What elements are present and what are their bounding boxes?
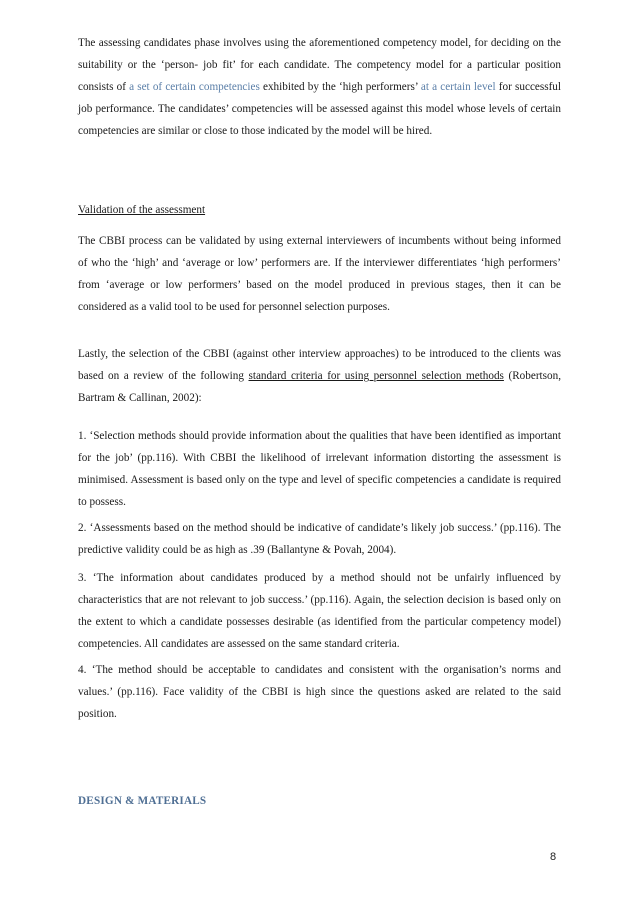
intro-text-3: for successful job performance. The candidates’ competencies will be assessed against this model whose levels of certain competencies are similar or close to those indicated by the model will be hired. xyxy=(78,81,562,137)
intro-highlight-competencies: a set of certain competencies xyxy=(129,81,260,93)
selection-paragraph xyxy=(78,343,561,409)
selection-text-after: (Robertson, Bartram & Callinan, 2002): xyxy=(78,370,561,404)
intro-text-1: The assessing candidates phase involves using the aforementioned competency model, for deciding on the suitability or the ‘person- job fit’ for each candidate. The competency model for a particular position consists of xyxy=(78,37,561,93)
selection-underlined-criteria: standard criteria for using personnel selection methods xyxy=(248,370,504,382)
intro-highlight-level: at a certain level xyxy=(420,81,496,93)
criterion-2: 2. ‘Assessments based on the method should be indicative of candidate’s likely job success.’ (pp.116). The predictive validity could be as high as .39 (Ballantyne & Povah, 2004). xyxy=(78,522,561,556)
selection-text-before: Lastly, the selection of the CBBI (against other interview approaches) to be introduced to the clients was based on a review of the following xyxy=(78,348,561,382)
criterion-3: 3. ‘The information about candidates produced by a method should not be unfairly influenced by characteristics that are not relevant to job success.’ (pp.116). Again, the selection decision is based only on the extent to which a candidate possesses desirable (as identified from the particular competency model) competencies. All candidates are assessed on the same standard criteria. xyxy=(78,572,561,650)
criterion-1: 1. ‘Selection methods should provide information about the qualities that have been identified as important for the job’ (pp.116). With CBBI the likelihood of irrelevant information distorting the assessment is minimised. Assessment is based only on the type and level of specific competencies a candidate is required to possess. xyxy=(78,430,561,508)
design-materials-heading: DESIGN & MATERIALS xyxy=(78,795,207,807)
page-number: 8 xyxy=(550,851,557,863)
intro-paragraph xyxy=(78,32,561,142)
intro-text-2: exhibited by the ‘high performers’ xyxy=(259,81,421,93)
criterion-4: 4. ‘The method should be acceptable to candidates and consistent with the organisation’s norms and values.’ (pp.116). Face validity of the CBBI is high since the questions asked are related to the said position. xyxy=(78,664,561,720)
validation-paragraph: The CBBI process can be validated by using external interviewers of incumbents without being informed of who the ‘high’ and ‘average or low’ performers are. If the interviewer differentiates ‘high performers’ from ‘average or low performers’ based on the model produced in previous stages, then it can be considered as a valid tool to be used for personnel selection purposes. xyxy=(78,235,561,313)
validation-heading: Validation of the assessment xyxy=(78,204,206,216)
